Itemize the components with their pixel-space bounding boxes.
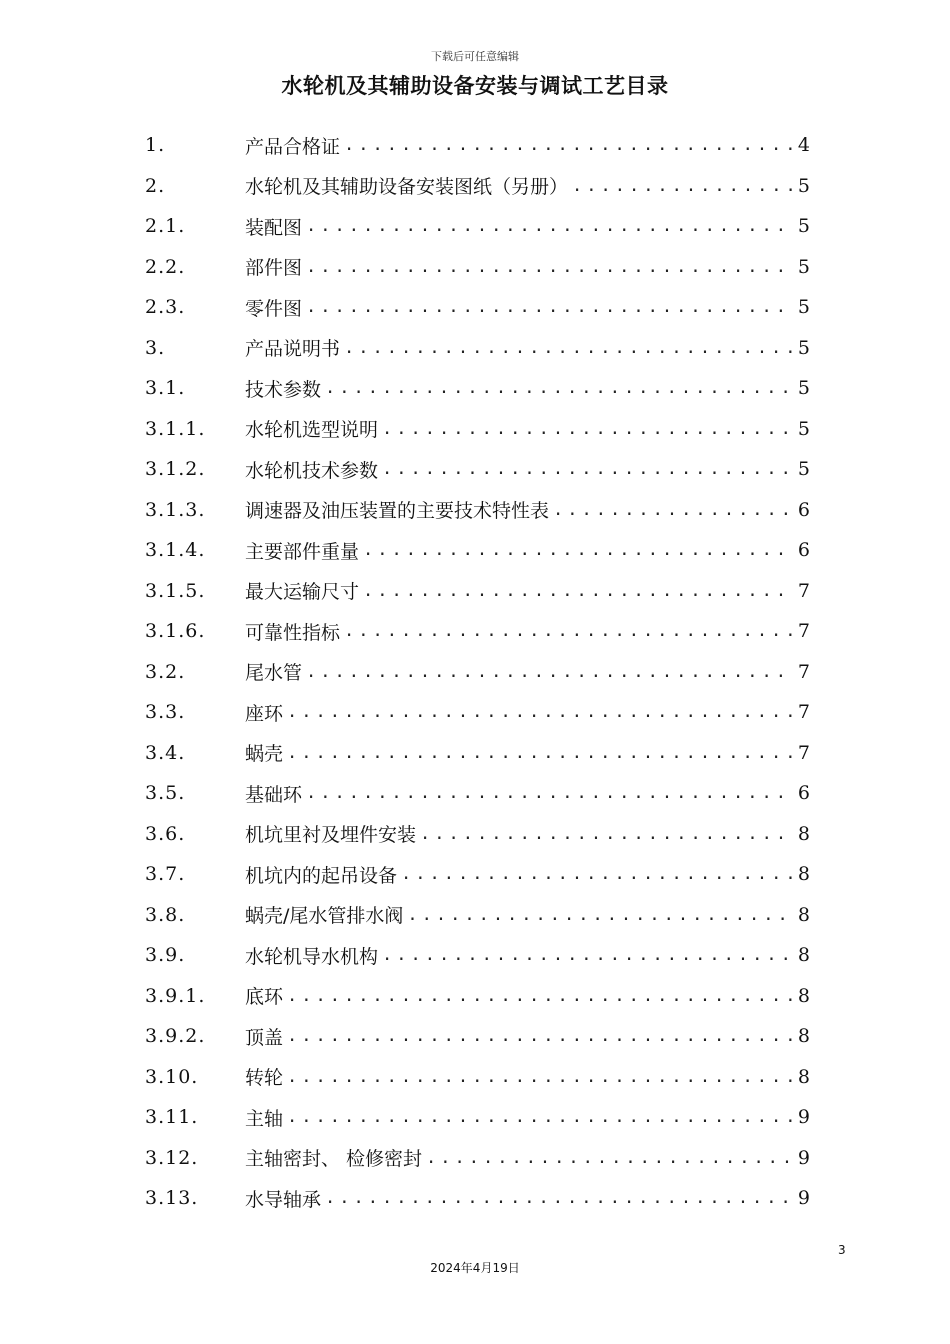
toc-entry-number: 3.4. — [145, 741, 186, 764]
toc-dot-leader — [287, 986, 794, 1006]
toc-entry-number: 2. — [145, 174, 166, 197]
toc-entry-label: 产品合格证 — [245, 135, 341, 158]
toc-entry-label: 零件图 — [245, 297, 303, 320]
toc-entry-page: 6 — [797, 498, 810, 521]
toc-dot-leader — [572, 176, 794, 196]
toc-entry[interactable] — [145, 206, 810, 246]
toc-entry-number: 3.1.4. — [145, 539, 206, 561]
toc-entry-label: 调速器及油压装置的主要技术特性表 — [245, 500, 550, 522]
toc-entry-number: 3.1.5. — [145, 579, 206, 602]
toc-entry[interactable] — [145, 854, 810, 894]
toc-entry-page: 8 — [797, 984, 810, 1007]
toc-entry-number: 3.9. — [145, 944, 186, 966]
toc-entry[interactable] — [145, 976, 810, 1016]
toc-dot-leader — [401, 864, 794, 884]
page-header: 下载后可任意编辑 — [431, 50, 519, 63]
toc-entry-label: 机坑里衬及埋件安装 — [245, 824, 417, 846]
toc-entry-label: 水轮机技术参数 — [245, 459, 379, 482]
toc-entry-page: 8 — [797, 1065, 810, 1088]
toc-entry-label: 底环 — [245, 986, 284, 1008]
toc-entry-number: 1. — [145, 134, 166, 156]
toc-entry-label: 顶盖 — [245, 1026, 284, 1049]
toc-entry-number: 3.2. — [145, 660, 186, 683]
toc-entry-page: 9 — [797, 1106, 810, 1128]
toc-entry[interactable] — [145, 449, 810, 489]
toc-entry-label: 蜗壳 — [245, 743, 284, 765]
toc-entry-number: 3.11. — [145, 1106, 199, 1128]
toc-entry[interactable] — [145, 1016, 810, 1056]
toc-entry-number: 3.1. — [145, 377, 186, 399]
toc-entry-number: 2.2. — [145, 255, 186, 278]
toc-entry-label: 机坑内的起吊设备 — [245, 864, 398, 887]
toc-dot-leader — [363, 540, 794, 560]
toc-entry-page: 5 — [797, 255, 810, 278]
toc-dot-leader — [407, 905, 794, 925]
toc-dot-leader — [344, 135, 794, 155]
toc-entry[interactable] — [145, 1097, 810, 1137]
toc-entry-number: 3.1.6. — [145, 620, 206, 642]
toc-entry-page: 6 — [797, 539, 810, 561]
toc-entry[interactable] — [145, 409, 810, 449]
toc-entry-page: 8 — [797, 822, 810, 845]
toc-entry-number: 2.3. — [145, 296, 186, 318]
toc-entry[interactable] — [145, 530, 810, 570]
toc-entry-page: 7 — [797, 579, 810, 602]
toc-entry-page: 7 — [797, 741, 810, 764]
toc-dot-leader — [325, 1188, 794, 1208]
toc-dot-leader — [420, 824, 794, 844]
toc-dot-leader — [287, 1107, 794, 1127]
toc-entry-number: 3.7. — [145, 863, 186, 885]
toc-entry[interactable] — [145, 733, 810, 773]
toc-entry-page: 7 — [797, 660, 810, 683]
toc-dot-leader — [287, 743, 794, 763]
toc-entry[interactable] — [145, 692, 810, 732]
toc-entry-page: 9 — [797, 1146, 810, 1169]
toc-entry-page: 5 — [797, 215, 810, 237]
toc-entry-label: 尾水管 — [245, 662, 303, 684]
toc-dot-leader — [382, 419, 794, 439]
toc-entry-label: 座环 — [245, 702, 284, 725]
toc-dot-leader — [287, 1026, 794, 1046]
toc-dot-leader — [306, 216, 794, 236]
page-number: 3 — [838, 1243, 846, 1257]
toc-entry-number: 3.13. — [145, 1187, 199, 1209]
toc-entry-number: 3.5. — [145, 782, 186, 804]
toc-entry[interactable] — [145, 895, 810, 935]
toc-entry-page: 8 — [797, 944, 810, 966]
toc-entry[interactable] — [145, 368, 810, 408]
toc-dot-leader — [426, 1148, 794, 1168]
toc-entry-number: 3.3. — [145, 701, 186, 723]
toc-entry-number: 3.12. — [145, 1146, 199, 1169]
toc-entry-number: 3.8. — [145, 903, 186, 926]
toc-entry-label: 部件图 — [245, 257, 303, 279]
toc-dot-leader — [553, 500, 794, 520]
toc-dot-leader — [306, 662, 794, 682]
toc-entry-page: 7 — [797, 701, 810, 723]
toc-entry[interactable] — [145, 611, 810, 651]
toc-entry[interactable] — [145, 247, 810, 287]
toc-entry-number: 3.1.2. — [145, 458, 206, 480]
toc-entry-page: 6 — [797, 782, 810, 804]
toc-entry-label: 主轴 — [245, 1107, 284, 1130]
toc-entry-page: 5 — [797, 296, 810, 318]
toc-entry-label: 可靠性指标 — [245, 621, 341, 644]
toc-entry[interactable] — [145, 1178, 810, 1218]
toc-entry[interactable] — [145, 125, 810, 165]
toc-entry-page: 8 — [797, 1025, 810, 1047]
toc-entry-label: 水轮机选型说明 — [245, 419, 379, 441]
toc-entry-number: 2.1. — [145, 215, 186, 237]
toc-entry-label: 水导轴承 — [245, 1188, 322, 1211]
toc-entry-label: 主要部件重量 — [245, 540, 360, 563]
toc-entry-label: 最大运输尺寸 — [245, 581, 360, 603]
toc-entry-page: 8 — [797, 863, 810, 885]
toc-entry-page: 5 — [797, 174, 810, 197]
toc-entry-page: 5 — [797, 377, 810, 399]
toc-dot-leader — [363, 581, 794, 601]
toc-entry-number: 3.9.2. — [145, 1025, 206, 1047]
toc-entry-label: 转轮 — [245, 1067, 284, 1089]
toc-entry-number: 3.1.3. — [145, 498, 206, 521]
toc-entry-number: 3.9.1. — [145, 984, 206, 1007]
toc-entry-page: 5 — [797, 458, 810, 480]
toc-dot-leader — [344, 621, 794, 641]
toc-dot-leader — [325, 378, 794, 398]
toc-entry-number: 3. — [145, 336, 166, 359]
toc-entry-label: 基础环 — [245, 783, 303, 806]
toc-dot-leader — [306, 297, 794, 317]
toc-entry-label: 装配图 — [245, 216, 303, 239]
toc-entry-page: 5 — [797, 336, 810, 359]
toc-entry-number: 3.1.1. — [145, 417, 206, 440]
toc-entry[interactable] — [145, 1138, 810, 1178]
toc-dot-leader — [344, 338, 794, 358]
toc-entry-number: 3.10. — [145, 1065, 199, 1088]
toc-entry[interactable] — [145, 652, 810, 692]
footer-date: 2024年4月19日 — [430, 1261, 520, 1275]
toc-entry-label: 主轴密封、 检修密封 — [245, 1148, 423, 1170]
toc-entry-page: 7 — [797, 620, 810, 642]
toc-dot-leader — [306, 783, 794, 803]
toc-entry-label: 技术参数 — [245, 378, 322, 401]
toc-entry[interactable] — [145, 287, 810, 327]
toc-entry-number: 3.6. — [145, 822, 186, 845]
toc-dot-leader — [382, 459, 794, 479]
toc-dot-leader — [382, 945, 794, 965]
toc-entry[interactable] — [145, 571, 810, 611]
toc-entry-label: 水轮机导水机构 — [245, 945, 379, 968]
toc-entry[interactable] — [145, 166, 810, 206]
toc-entry-label: 蜗壳/尾水管排水阀 — [245, 905, 404, 927]
toc-entry-page: 9 — [797, 1187, 810, 1209]
toc-dot-leader — [287, 1067, 794, 1087]
toc-entry-page: 4 — [797, 134, 810, 156]
toc-entry[interactable] — [145, 490, 810, 530]
toc-entry[interactable] — [145, 328, 810, 368]
toc-entry[interactable] — [145, 773, 810, 813]
toc-entry[interactable] — [145, 1057, 810, 1097]
toc-entry[interactable] — [145, 935, 810, 975]
toc-entry-label: 水轮机及其辅助设备安装图纸（另册） — [245, 176, 569, 198]
document-title: 水轮机及其辅助设备安装与调试工艺目录 — [281, 74, 669, 98]
toc-dot-leader — [306, 257, 794, 277]
toc-entry-page: 8 — [797, 903, 810, 926]
toc-dot-leader — [287, 702, 794, 722]
toc-entry-page: 5 — [797, 417, 810, 440]
toc-entry[interactable] — [145, 814, 810, 854]
toc-entry-label: 产品说明书 — [245, 338, 341, 360]
